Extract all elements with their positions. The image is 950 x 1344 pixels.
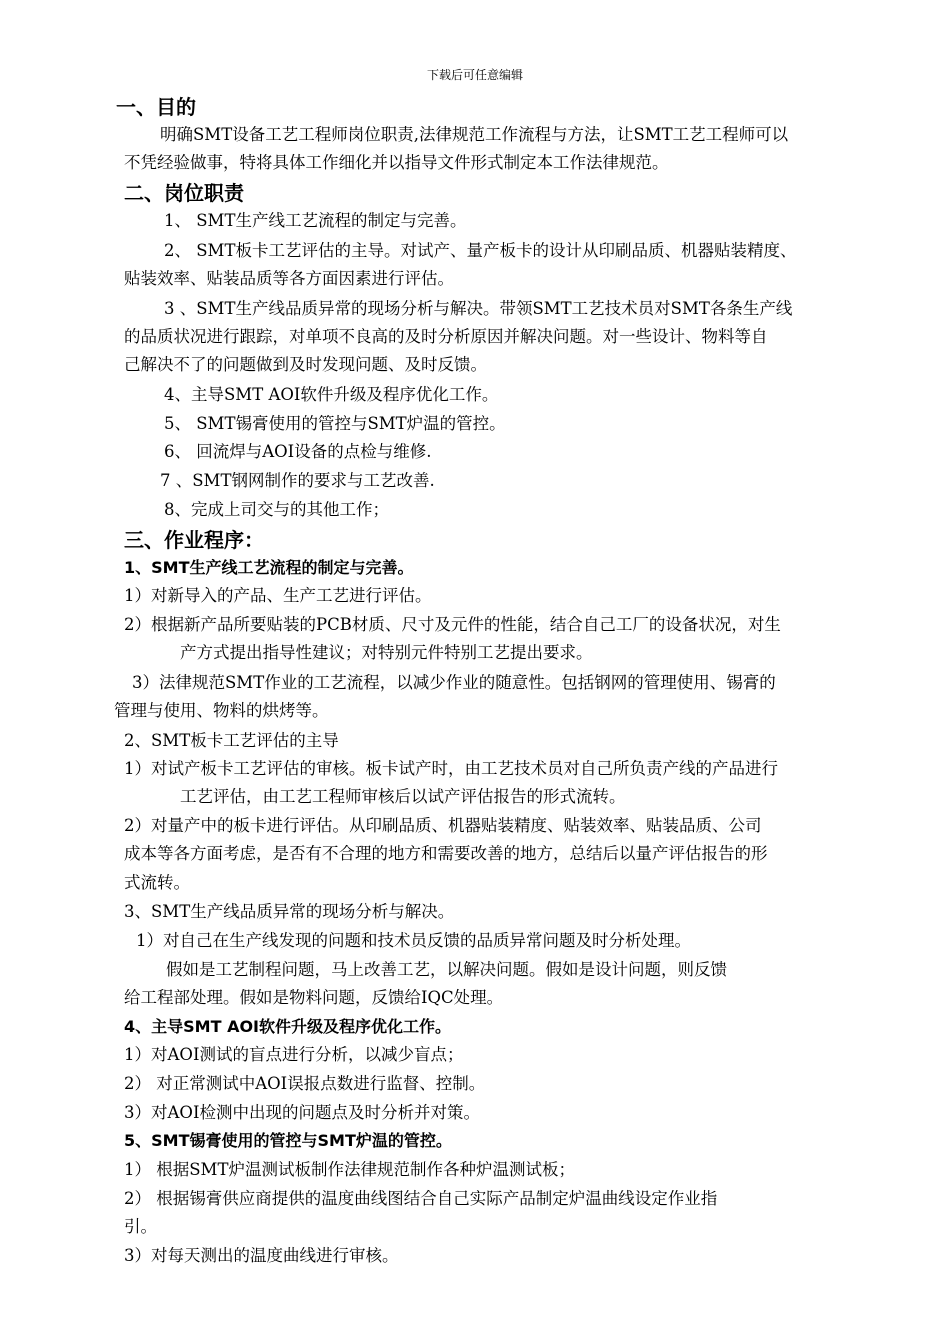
duty-item-continued: 贴装效率、贴装品质等各方面因素进行评估。	[124, 269, 454, 288]
procedure-item: 1）对AOI测试的盲点进行分析，以减少盲点；	[124, 1045, 464, 1064]
procedure-item-continued: 成本等各方面考虑，是否有不合理的地方和需要改善的地方，总结后以量产评估报告的形	[124, 844, 768, 863]
procedure-item: 2） 对正常测试中AOI误报点数进行监督、控制。	[124, 1074, 486, 1093]
procedure-item-continued: 管理与使用、物料的烘烤等。	[114, 701, 329, 720]
paragraph-line: 不凭经验做事，特将具体工作细化并以指导文件形式制定本工作法律规范。	[124, 153, 669, 172]
duty-item: 8、完成上司交与的其他工作；	[164, 500, 389, 519]
procedure-item-continued: 产方式提出指导性建议；对特别元件特别工艺提出要求。	[180, 643, 593, 662]
procedure-item-continued: 工艺评估，由工艺工程师审核后以试产评估报告的形式流转。	[180, 787, 626, 806]
duty-item-continued: 己解决不了的问题做到及时发现问题、及时反馈。	[124, 355, 487, 374]
duty-item: 4、主导SMT AOI软件升级及程序优化工作。	[164, 385, 499, 404]
page-header: 下载后可任意编辑	[426, 68, 523, 82]
duty-item: 5、 SMT锡膏使用的管控与SMT炉温的管控。	[164, 414, 506, 433]
duty-item: 7 、SMT钢网制作的要求与工艺改善.	[160, 471, 435, 490]
procedure-item: 1）对自己在生产线发现的问题和技术员反馈的品质异常问题及时分析处理。	[136, 931, 691, 950]
procedure-heading: 2、SMT板卡工艺评估的主导	[124, 731, 339, 750]
duty-item-continued: 的品质状况进行跟踪，对单项不良高的及时分析原因并解决问题。对一些设计、物料等自	[124, 327, 768, 346]
section-title-procedure: 三、作业程序：	[124, 528, 264, 552]
procedure-heading: 4、主导SMT AOI软件升级及程序优化工作。	[124, 1017, 452, 1036]
procedure-heading: 1、SMT生产线工艺流程的制定与完善。	[124, 558, 414, 577]
procedure-item-continued: 引。	[124, 1217, 157, 1236]
paragraph-line: 明确SMT设备工艺工程师岗位职责,法律规范工作流程与方法，让SMT工艺工程师可以	[160, 125, 789, 144]
duty-item: 1、 SMT生产线工艺流程的制定与完善。	[164, 211, 467, 230]
procedure-item-continued: 给工程部处理。假如是物料问题，反馈给IQC处理。	[124, 988, 504, 1007]
duty-item: 6、 回流焊与AOI设备的点检与维修.	[164, 442, 432, 461]
procedure-item: 1）对新导入的产品、生产工艺进行评估。	[124, 586, 432, 605]
procedure-item: 2） 根据锡膏供应商提供的温度曲线图结合自己实际产品制定炉温曲线设定作业指	[124, 1189, 718, 1208]
procedure-heading: 5、SMT锡膏使用的管控与SMT炉温的管控。	[124, 1131, 452, 1150]
duty-item: 3 、SMT生产线品质异常的现场分析与解决。带领SMT工艺技术员对SMT各条生产线	[164, 299, 793, 318]
procedure-item: 3）对AOI检测中出现的问题点及时分析并对策。	[124, 1103, 480, 1122]
section-title-purpose: 一、目的	[116, 95, 196, 119]
procedure-item-continued: 式流转。	[124, 873, 190, 892]
procedure-item: 1） 根据SMT炉温测试板制作法律规范制作各种炉温测试板；	[124, 1160, 575, 1179]
procedure-item: 2）对量产中的板卡进行评估。从印刷品质、机器贴装精度、贴装效率、贴装品质、公司	[124, 816, 762, 835]
section-title-duties: 二、岗位职责	[124, 181, 244, 205]
procedure-heading: 3、SMT生产线品质异常的现场分析与解决。	[124, 902, 455, 921]
duty-item: 2、 SMT板卡工艺评估的主导。对试产、量产板卡的设计从印刷品质、机器贴装精度、	[164, 241, 797, 260]
procedure-item: 3）对每天测出的温度曲线进行审核。	[124, 1246, 399, 1265]
procedure-item: 3）法律规范SMT作业的工艺流程，以减少作业的随意性。包括钢网的管理使用、锡膏的	[132, 673, 776, 692]
procedure-item: 2）根据新产品所要贴装的PCB材质、尺寸及元件的性能，结合自己工厂的设备状况，对生	[124, 615, 781, 634]
procedure-item: 1）对试产板卡工艺评估的审核。板卡试产时，由工艺技术员对自己所负责产线的产品进行	[124, 759, 778, 778]
procedure-item-continued: 假如是工艺制程问题，马上改善工艺，以解决问题。假如是设计问题，则反馈	[166, 960, 727, 979]
